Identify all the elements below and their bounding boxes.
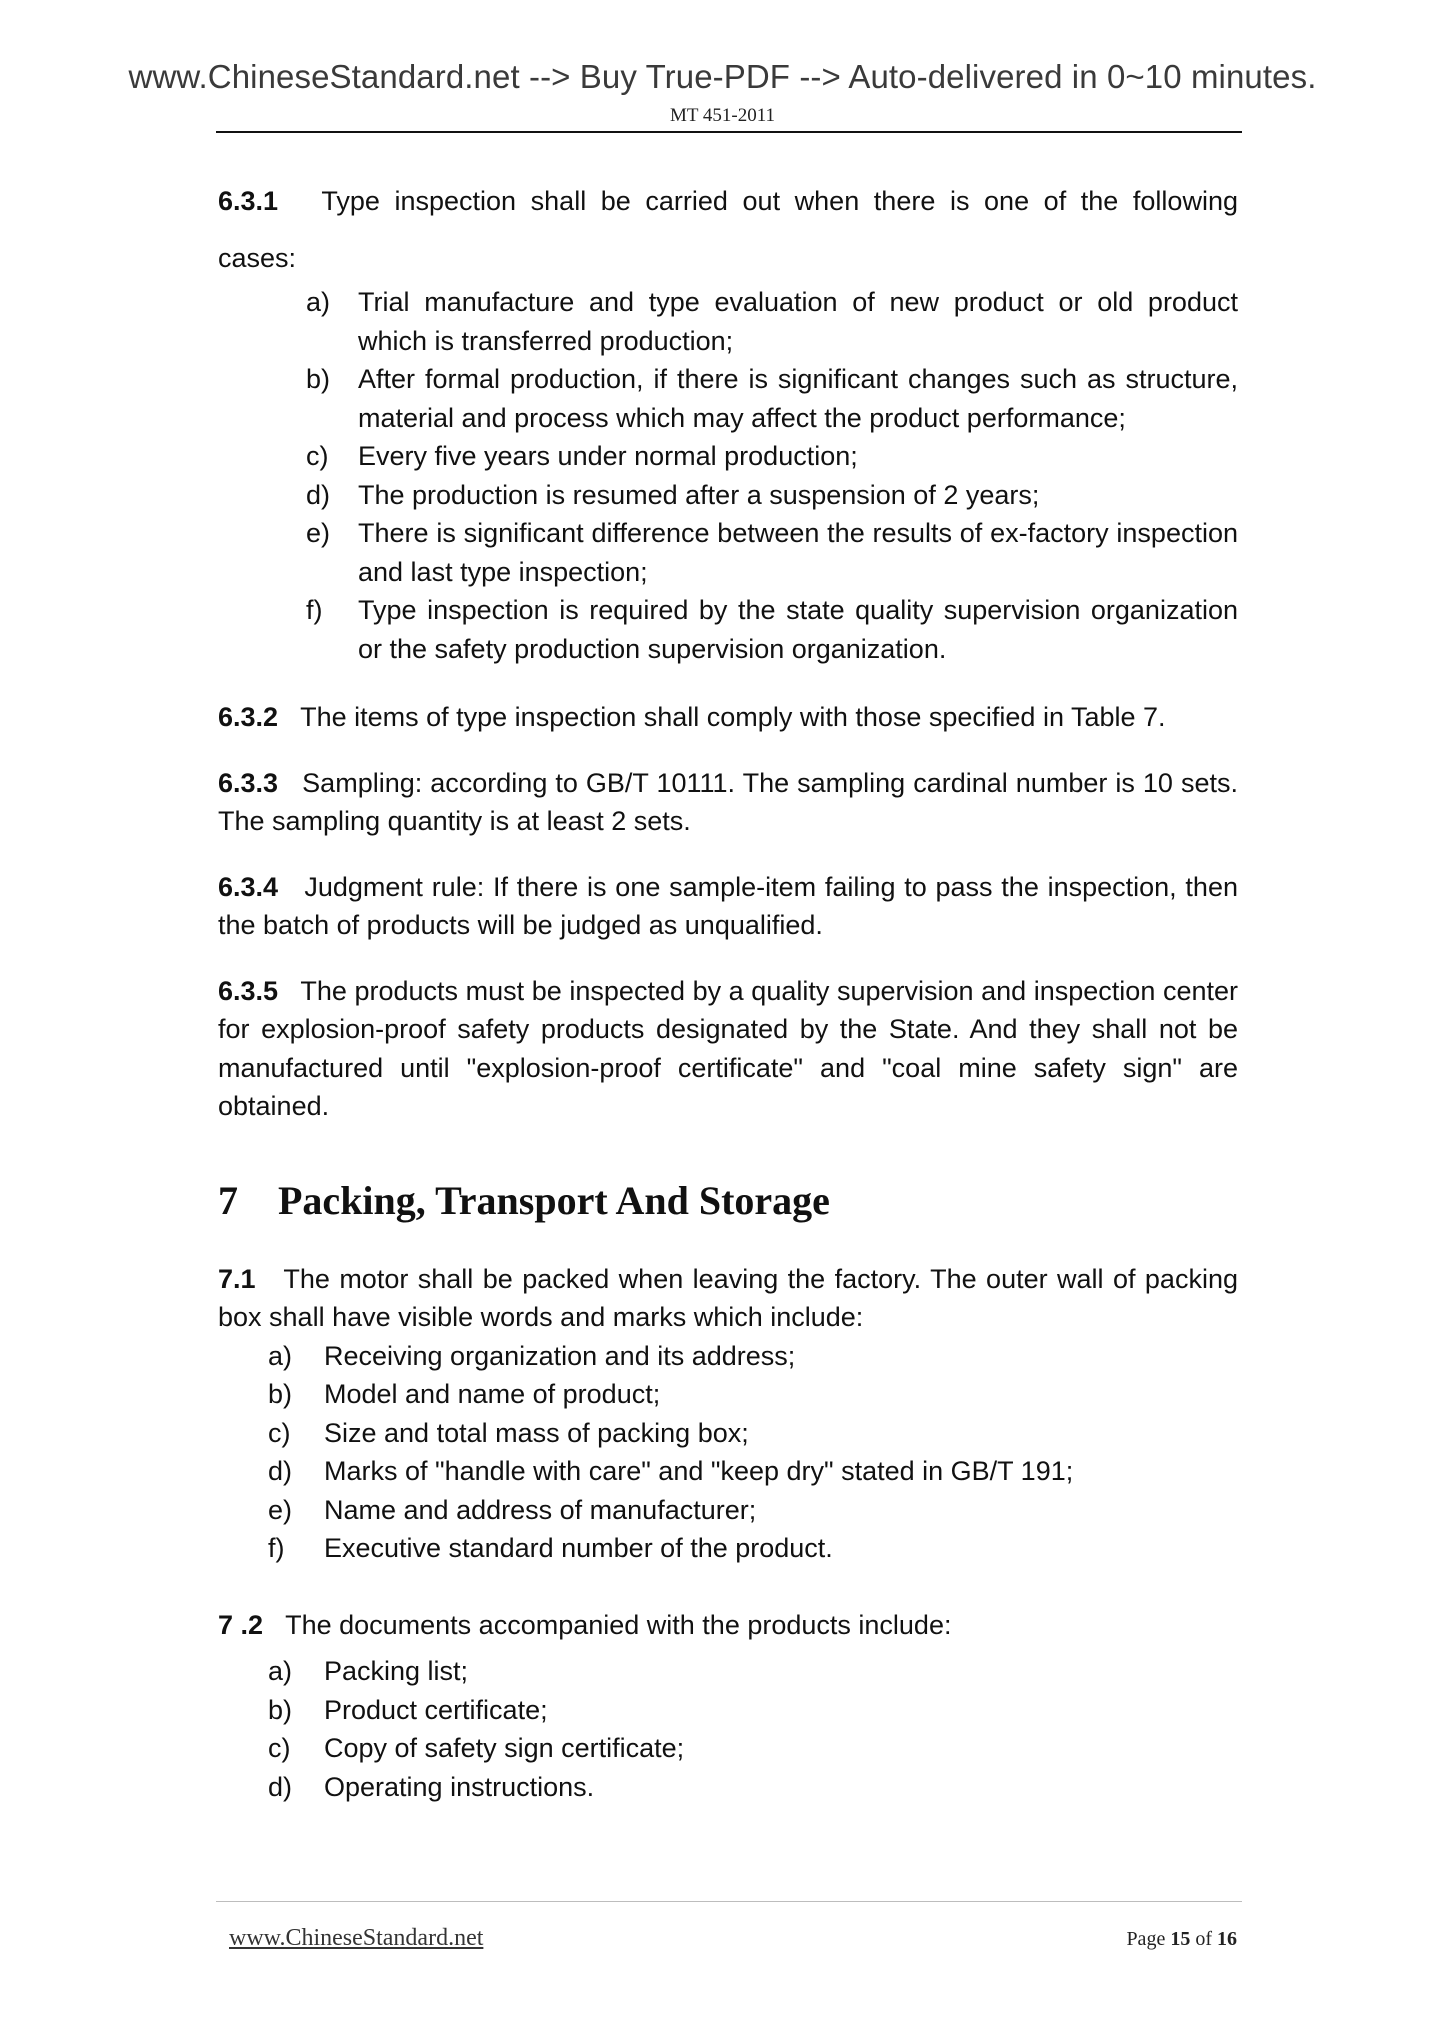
list-item: a) Trial manufacture and type evaluation of new product or old product which is transferred production; (306, 287, 1238, 356)
list-item: a) Packing list; (268, 1656, 469, 1686)
section-number: 7 (218, 1177, 238, 1223)
clause-6-3-1 (218, 182, 1238, 221)
clause-text: The documents accompanied with the products include: (285, 1609, 952, 1640)
standard-code: MT 451-2011 (669, 105, 776, 126)
clause-number: 6.3.2 (218, 702, 279, 732)
clause-number: 6.3.5 (218, 975, 279, 1006)
clause-6-3-3 (218, 764, 1238, 841)
clause-7-1 (218, 1260, 1238, 1337)
footer-rule (216, 1901, 1242, 1902)
list-item: e) There is significant difference between the results of ex-factory inspection and last type inspection; (306, 518, 1238, 587)
clause-6-3-4 (218, 868, 1238, 945)
list-item: f) Type inspection is required by the state quality supervision organization or the safety production supervision organization. (306, 595, 1238, 664)
section-title: Packing, Transport And Storage (278, 1177, 830, 1223)
document-body (218, 182, 1238, 1806)
clause-7-2 (218, 1606, 1238, 1645)
clause-6-3-5 (218, 972, 1238, 1126)
list-item: b) Product certificate; (268, 1694, 548, 1725)
clause-6-3-1-continuation: cases: (218, 242, 297, 273)
section-heading-7 (218, 1176, 1238, 1226)
clause-number: 6.3.1 (218, 186, 279, 216)
clause-text: Sampling: according to GB/T 10111. The sampling cardinal number is 10 sets. The sampling quantity is at least 2 sets. (218, 767, 1239, 836)
clause-number: 6.3.4 (218, 871, 279, 902)
header-banner[interactable]: www.ChineseStandard.net --> Buy True-PDF --> Auto-delivered in 0~10 minutes. (128, 58, 1317, 95)
list-item: e) Name and address of manufacturer; (268, 1494, 757, 1525)
page-number: Page 15 of 16 (1126, 1928, 1237, 1950)
list-item: c) Copy of safety sign certificate; (268, 1733, 685, 1763)
footer-website-link[interactable]: www.ChineseStandard.net (229, 1925, 484, 1951)
clause-text: The items of type inspection shall comply with those specified in Table 7. (300, 702, 1166, 732)
type-inspection-cases-list (218, 283, 1238, 668)
list-item: c) Size and total mass of packing box; (268, 1417, 749, 1448)
list-item: b) Model and name of product; (268, 1379, 661, 1409)
header-rule (216, 131, 1242, 133)
clause-text: The motor shall be packed when leaving the factory. The outer wall of packing box shall have visible words and marks which include: (218, 1263, 1238, 1332)
list-item: d) The production is resumed after a suspension of 2 years; (306, 479, 1040, 510)
clause-text: The products must be inspected by a quality supervision and inspection center for explosion-proof safety products designated by the State. And they shall not be manufactured until "explosion-proof certificate" and "coal mine safety sign" are obtained. (218, 975, 1238, 1121)
clause-text: Type inspection shall be carried out when there is one of the following (321, 186, 1238, 216)
clause-text: Judgment rule: If there is one sample-item failing to pass the inspection, then the batch of products will be judged as unqualified. (218, 871, 1238, 940)
list-item: d) Marks of "handle with care" and "keep dry" stated in GB/T 191; (268, 1456, 1074, 1486)
list-item: d) Operating instructions. (268, 1771, 595, 1802)
clause-number: 7.1 (218, 1263, 256, 1294)
clause-number: 6.3.3 (218, 767, 279, 798)
clause-number: 7 .2 (218, 1609, 264, 1640)
clause-6-3-2 (218, 698, 1238, 737)
accompanying-documents-list (218, 1652, 1238, 1806)
list-item: a) Receiving organization and its address; (268, 1340, 796, 1371)
list-item: f) Executive standard number of the product. (268, 1533, 833, 1563)
list-item: b) After formal production, if there is significant changes such as structure, material and process which may affect the product performance; (306, 364, 1238, 433)
list-item: c) Every five years under normal production; (306, 441, 858, 471)
packing-marks-list (218, 1337, 1238, 1568)
